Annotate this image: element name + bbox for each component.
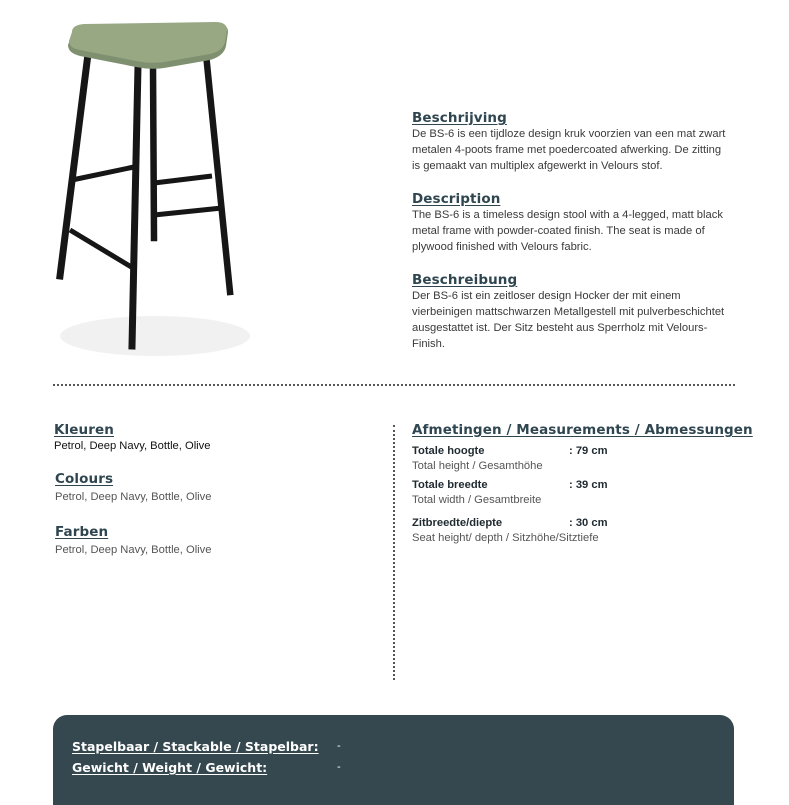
colors-de	[55, 524, 211, 556]
colors-de-text: Petrol, Deep Navy, Bottle, Olive	[55, 544, 212, 556]
colors-nl	[54, 422, 210, 452]
stool-illustration	[50, 18, 250, 358]
measurement-label: Totale hoogte	[412, 445, 485, 457]
product-image-stool	[50, 18, 250, 358]
measurement-sub: Seat height/ depth / Sitzhöhe/Sitztiefe	[412, 532, 599, 544]
description-de	[412, 272, 742, 352]
description-nl	[412, 110, 742, 174]
stackable-label: Stapelbaar / Stackable / Stapelbar:	[72, 739, 319, 754]
horizontal-divider	[53, 384, 735, 386]
vertical-divider	[393, 425, 395, 680]
colors-en	[55, 471, 211, 503]
description-nl-text: De BS-6 is een tijdloze design kruk voorzien van een mat zwart metalen 4-poots frame met poedercoated afwerking. De zitting is gemaakt van multiplex afgewerkt in Velours stof.	[412, 128, 726, 172]
colors-en-title: Colours	[55, 471, 114, 487]
description-de-text: Der BS-6 ist ein zeitloser design Hocker der mit einem vierbeinigen mattschwarzen Metallgestell mit pulverbeschichtet ausgestattet ist. Der Sitz besteht aus Sperrholz mit Velours- Finish.	[412, 290, 725, 350]
description-en	[412, 191, 742, 255]
measurement-row-seat	[412, 517, 742, 544]
description-de-title: Beschreibung	[412, 272, 518, 288]
measurement-label: Totale breedte	[412, 479, 488, 491]
colors-nl-text: Petrol, Deep Navy, Bottle, Olive	[54, 440, 211, 452]
measurement-value: : 79 cm	[569, 445, 608, 457]
colors-nl-title: Kleuren	[54, 422, 114, 438]
description-nl-title: Beschrijving	[412, 110, 507, 126]
measurement-value: : 39 cm	[569, 479, 608, 491]
footer-panel	[53, 715, 734, 805]
description-en-text: The BS-6 is a timeless design stool with a 4-legged, matt black metal frame with powder-coated finish. The seat is made of plywood finished with Velours fabric.	[412, 209, 723, 253]
measurement-label: Zitbreedte/diepte	[412, 517, 503, 529]
measurement-value: : 30 cm	[569, 517, 608, 529]
stackable-value: -	[337, 740, 341, 752]
colors-de-title: Farben	[55, 524, 109, 540]
measurement-sub: Total width / Gesamtbreite	[412, 494, 542, 506]
weight-value: -	[337, 761, 341, 773]
description-en-title: Description	[412, 191, 501, 207]
measurement-row-width	[412, 479, 742, 506]
colors-en-text: Petrol, Deep Navy, Bottle, Olive	[55, 491, 212, 503]
measurement-sub: Total height / Gesamthöhe	[412, 460, 543, 472]
measurement-row-height	[412, 445, 742, 472]
weight-label: Gewicht / Weight / Gewicht:	[72, 760, 268, 775]
measurements-title: Afmetingen / Measurements / Abmessungen	[412, 422, 753, 438]
